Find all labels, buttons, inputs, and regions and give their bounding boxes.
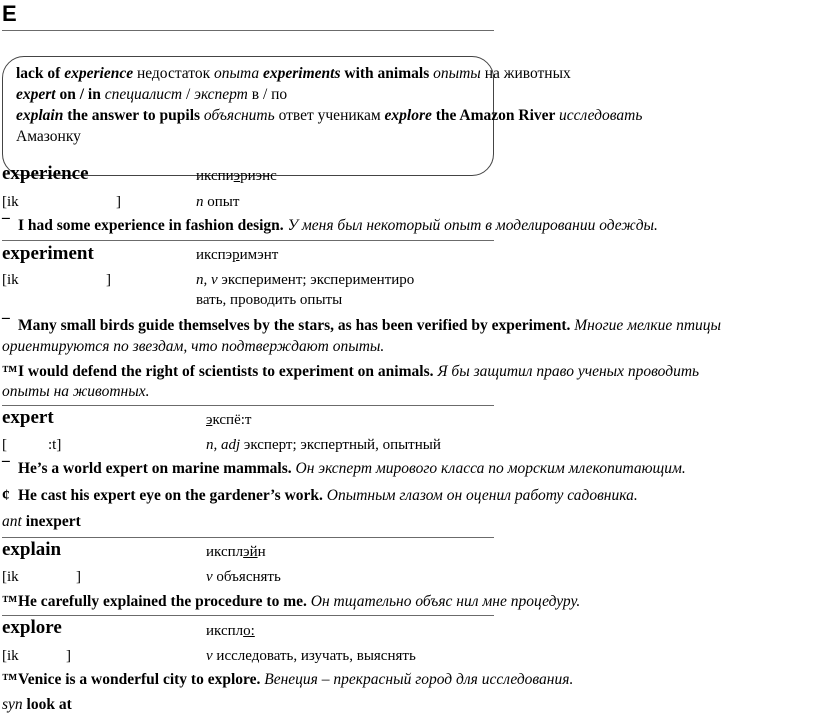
example-en: I would defend the right of scientists to experiment on animals. [18,363,434,380]
box-l3-p4: ответ ученикам [274,107,385,124]
pos-label: v [206,648,213,664]
pronunciation-experiment [196,245,278,265]
headword-experiment: experiment [2,243,94,264]
box-l3-p1: explain [16,107,64,124]
example-ru: У меня был некоторый опыт в моделировании одежды. [287,217,658,234]
example-en: He carefully explained the procedure to me. [18,593,307,610]
meaning-explain [206,567,281,587]
meaning-text: объяснять [212,569,281,585]
example-experiment-2b [2,382,149,402]
meaning-experiment-1 [196,270,414,290]
pron-stress: э [233,168,241,184]
pron-stress: эй [243,544,258,560]
pronunciation-explain [206,542,266,562]
box-l2-p6: в / по [247,86,288,103]
box-line-4: Амазонку [16,128,81,145]
box-l1-p9: на животных [480,65,571,82]
meaning-text: эксперт; экспертный, опытный [240,437,441,453]
example-ru: Я бы защитил право ученых проводить [437,363,700,380]
example-experiment-1b [2,337,384,357]
box-line-2 [16,85,287,105]
antonym-label: ant [2,513,22,530]
pron-part: :т [240,412,252,428]
meaning-text: опыт [203,194,240,210]
pron-stress: р [232,247,240,263]
example-ru: Многие мелкие птицы [574,317,722,334]
meaning-text: исследовать, изучать, выяснять [212,648,416,664]
meaning-experience [196,192,239,212]
example-experiment-1a [2,316,721,336]
synonym-label: syn [2,696,23,713]
ipa-close-expert: :t] [48,437,62,453]
meaning-expert [206,435,441,455]
pronunciation-explore [206,621,255,641]
example-mark: ™ [2,593,18,610]
pronunciation-expert [206,410,251,430]
meaning-text: эксперимент; экспериментиро [217,272,415,288]
pos-label: n, v [196,272,218,288]
example-expert-2 [2,486,638,506]
example-en: Venice is a wonderful city to explore. [18,671,261,688]
box-l2-p3: специалист [104,86,183,103]
box-l2-p4: / [182,86,195,103]
ipa-open-expert: [ [2,437,7,453]
example-explain-1 [2,592,580,612]
rule-explain [2,537,494,538]
example-ru: Опытным глазом он оценил работу садовника. [326,487,638,504]
pos-label: n, adj [206,437,241,453]
example-en: He cast his expert eye on the gardener’s work. [18,487,323,504]
example-ru: Он тщательно объяс нил мне процедуру. [310,593,581,610]
antonym-expert [2,512,81,532]
example-en: I had some experience in fashion design. [18,217,284,234]
box-l3-p5: explore [384,107,432,124]
example-ru: Он эксперт мирового класса по морским млекопитающим. [295,460,686,477]
example-ru: опыты на животных. [2,383,150,400]
box-line-1 [16,64,571,84]
ipa-open-explain: [ik [2,569,19,585]
box-l2-p5: эксперт [194,86,248,103]
headword-explore: explore [2,617,62,638]
pron-part: икспл [206,623,244,639]
page-letter: E [2,1,17,26]
pron-part: ксп [212,412,235,428]
ipa-open-experiment: [ik [2,272,19,288]
box-l1-p2: experience [64,65,134,82]
synonym-explore [2,695,72,715]
example-mark: ¢ [2,487,10,504]
example-ru: Венеция – прекрасный город для исследования. [264,671,574,688]
box-l2-p1: expert [16,86,56,103]
example-experiment-2a [2,362,699,382]
pron-part: имэнт [239,247,279,263]
example-experience-1 [2,216,658,236]
pos-label: n [196,194,204,210]
example-en: Many small birds guide themselves by the stars, as has been verified by experiment. [18,317,571,334]
box-l1-p4: опыта [214,65,260,82]
box-l3-p2: the answer to pupils [63,107,204,124]
headword-explain: explain [2,539,62,560]
ipa-open-explore: [ik [2,648,19,664]
rule-explore [2,615,494,616]
pron-part: ё [234,412,241,428]
example-en: He’s a world expert on marine mammals. [18,460,292,477]
box-l1-p7: with animals [340,65,430,82]
example-explore-1 [2,670,573,690]
box-l3-p7: исследовать [559,107,643,124]
box-l3-p6: the Amazon River [431,107,560,124]
header-rule [2,30,494,31]
example-mark: ¯ [2,217,10,234]
pron-stress: о: [243,623,255,639]
pron-stress: э [206,412,213,428]
box-l1-p6: experiments [263,65,341,82]
example-mark: ¯ [2,460,10,477]
headword-experience: experience [2,163,89,184]
example-ru: ориентируются по звездам, что подтверждают опыты. [2,338,385,355]
example-mark: ™ [2,671,18,688]
pron-part: икспл [206,544,244,560]
meaning-experiment-2: вать, проводить опыты [196,292,343,308]
headword-expert: expert [2,407,54,428]
pron-part: икспэ [196,247,233,263]
ipa-close-explain: ] [76,569,81,585]
rule-experiment [2,240,494,241]
box-l3-p3: объяснить [203,107,275,124]
ipa-close-explore: ] [66,648,71,664]
box-l1-p8: опыты [429,65,481,82]
box-line-3 [16,106,642,126]
box-l1-p1: lack of [16,65,65,82]
pron-part: икспи [196,168,234,184]
ipa-close-experience: ] [116,194,121,210]
pron-part: риэнс [240,168,277,184]
example-mark: ™ [2,363,18,380]
ipa-open-experience: [ik [2,194,19,210]
box-l1-p3: недостаток [133,65,214,82]
meaning-explore [206,646,416,666]
rule-expert [2,405,494,406]
box-l2-p2: on / in [55,86,105,103]
synonym-word: look at [22,696,72,713]
pos-label: v [206,569,213,585]
antonym-word: inexpert [21,513,81,530]
example-expert-1 [2,459,686,479]
ipa-close-experiment: ] [106,272,111,288]
pronunciation-experience [196,166,277,186]
pron-part: н [257,544,266,560]
example-mark: ¯ [2,317,10,334]
